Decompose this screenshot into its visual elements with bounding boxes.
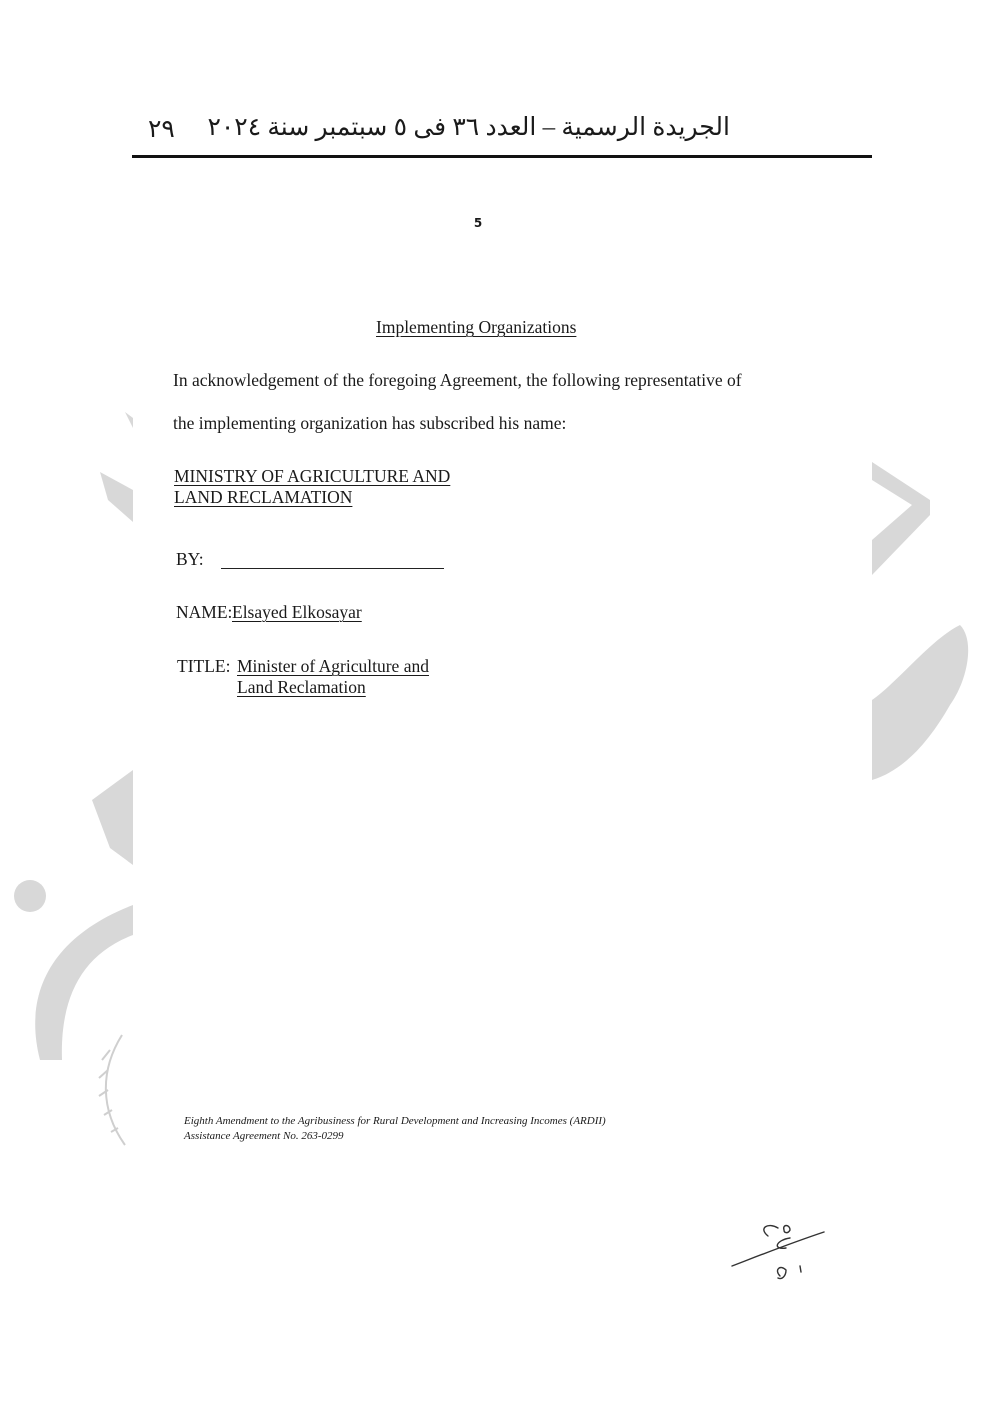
ministry-name-line: LAND RECLAMATION (174, 487, 353, 507)
section-heading: Implementing Organizations (376, 317, 577, 337)
ministry-name-line: MINISTRY OF AGRICULTURE AND (174, 466, 451, 486)
gazette-header-title: الجريدة الرسمية – العدد ٣٦ فى ٥ سبتمبر سنة ٢٠٢٤ (207, 114, 730, 141)
acknowledgement-paragraph-line: the implementing organization has subscribed his name: (173, 413, 567, 433)
gazette-page-number: ٢٩ (148, 116, 175, 143)
footer-agreement-title: Eighth Amendment to the Agribusiness for Rural Development and Increasing Incomes (ARDII) (184, 1115, 606, 1127)
header-rule (132, 155, 872, 158)
name-label: NAME: (176, 602, 233, 622)
title-label: TITLE: (177, 656, 231, 676)
acknowledgement-paragraph-line: In acknowledgement of the foregoing Agreement, the following representative of (173, 370, 742, 390)
handwritten-initials (728, 1218, 828, 1290)
signatory-title-line: Land Reclamation (237, 677, 366, 697)
document-page-number: 5 (473, 216, 483, 230)
signatory-name: Elsayed Elkosayar (232, 602, 362, 622)
footer-agreement-number: Assistance Agreement No. 263-0299 (184, 1130, 344, 1142)
signatory-title-line: Minister of Agriculture and (237, 656, 429, 676)
signature-line (221, 568, 444, 569)
by-label: BY: (176, 549, 204, 569)
